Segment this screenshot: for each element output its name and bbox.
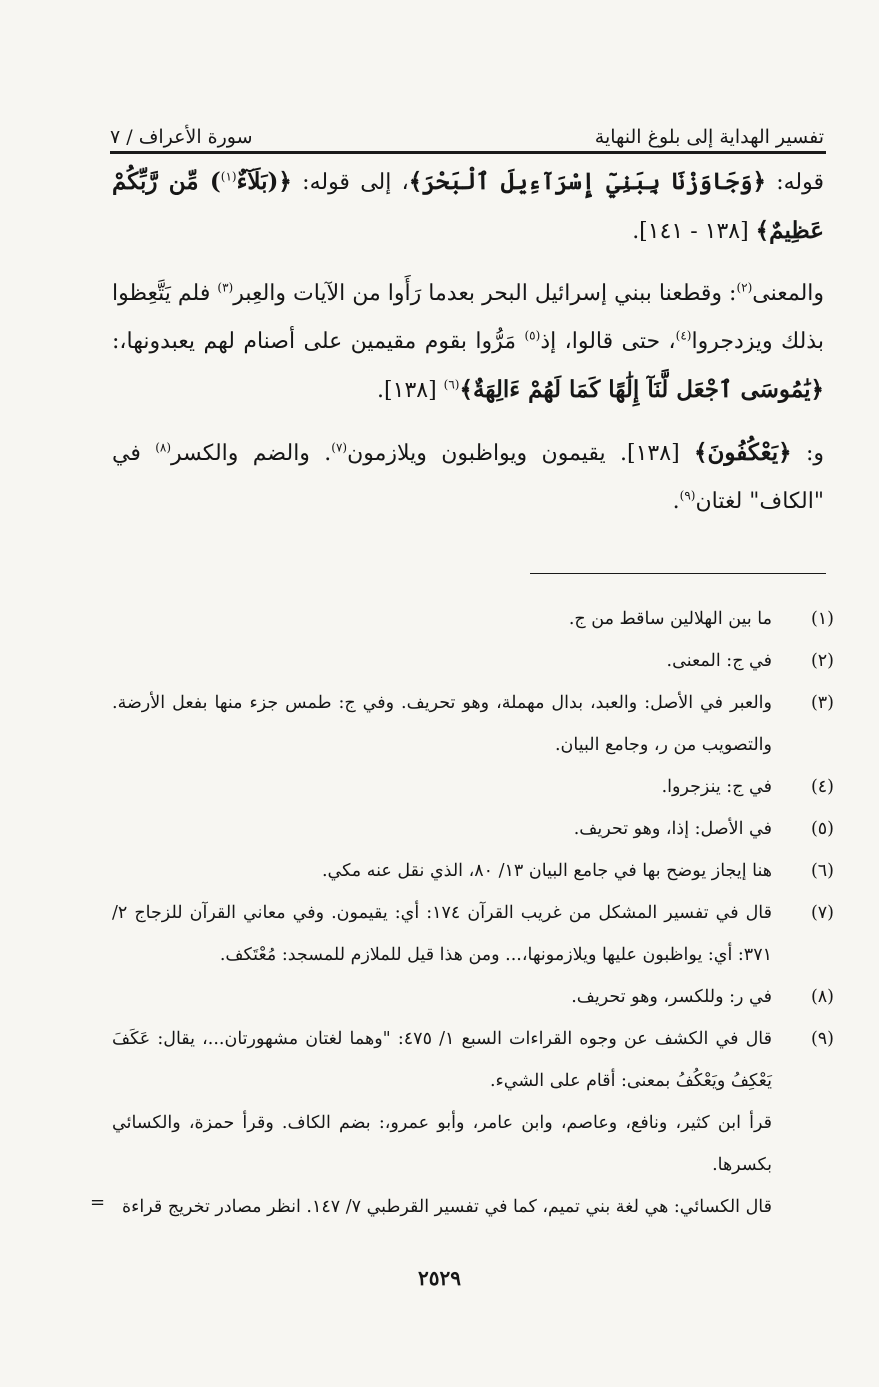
quran-verse: ﴿(بَلَآءٌ	[236, 168, 292, 195]
footnote-number: (٣)	[810, 693, 834, 713]
surah-label: سورة الأعراف / ٧	[110, 126, 253, 148]
main-text	[112, 158, 824, 540]
footnote-item	[112, 808, 834, 850]
text-run: ، حتى قالوا، إذ	[540, 329, 676, 354]
verse-reference: [١٣٨ - ١٤١].	[632, 219, 756, 244]
footnote-number: (٨)	[810, 987, 834, 1007]
text-run: ، إلى قوله:	[291, 170, 409, 195]
footnote-ref[interactable]: (١)	[220, 169, 237, 184]
footnote-item	[112, 1018, 834, 1102]
footnote-item	[112, 598, 834, 640]
footnotes	[112, 598, 834, 1228]
paragraph-1	[112, 158, 824, 256]
footnote-number: (٢)	[810, 651, 834, 671]
footnote-text: في ج: المعنى.	[666, 651, 772, 671]
quran-verse: ﴿يَعْكُفُونَ﴾	[694, 439, 792, 466]
footnote-item	[112, 976, 834, 1018]
footnote-number: (٦)	[810, 861, 834, 881]
footnote-text: قال في تفسير المشكل من غريب القرآن ١٧٤: أي: يقيمون. وفي معاني القرآن للزجاج ٢/ ٣٧١: أي: يواظبون عليها ويلازمونها،... ومن هذا قيل للملازم للمسجد: مُعْتَكف.	[112, 903, 772, 965]
footnote-continuation: قال الكسائي: هي لغة بني تميم، كما في تفسير القرطبي ٧/ ١٤٧. انظر مصادر تخريج قراءة	[121, 1197, 772, 1217]
paragraph-3	[112, 429, 824, 526]
footnote-ref[interactable]: (٩)	[679, 488, 696, 503]
paragraph-2	[112, 270, 824, 415]
footnote-continuation: قرأ ابن كثير، ونافع، وعاصم، وابن عامر، وأبو عمرو،: بضم الكاف. وقرأ حمزة، والكسائي بكسرها.	[112, 1113, 772, 1175]
footnote-number: (٧)	[810, 903, 834, 923]
footnote-ref[interactable]: (٢)	[736, 280, 753, 295]
text-run: في "الكاف" لغتان	[112, 441, 824, 514]
footnote-number: (٤)	[810, 777, 834, 797]
footnote-text: هنا إيجاز يوضح بها في جامع البيان ١٣/ ٨٠، الذي نقل عنه مكي.	[321, 861, 772, 881]
footnote-ref[interactable]: (٨)	[155, 440, 172, 455]
text-run: فلم يَتَّعِظوا بذلك ويزدجروا	[112, 281, 824, 354]
header-rule	[110, 151, 826, 154]
footnote-item	[112, 640, 834, 682]
verse-reference: [١٣٨].	[377, 378, 444, 403]
book-title: تفسير الهداية إلى بلوغ النهاية	[594, 126, 824, 148]
footnote-item	[112, 892, 834, 976]
text-run: والمعنى	[752, 281, 825, 306]
text-run: مَرُّوا بقوم مقيمين على أصنام لهم يعبدونها،:	[112, 329, 525, 354]
footnote-separator	[530, 573, 826, 574]
footnote-item	[112, 766, 834, 808]
footnote-ref[interactable]: (٤)	[675, 328, 692, 343]
footnote-number: (١)	[810, 609, 834, 629]
quran-verse: ﴿وَجَاوَزْنَا بِبَنِيٓ إِسْرَآءِيلَ ٱلْبَحْرَ﴾	[408, 168, 766, 195]
footnote-ref[interactable]: (٦)	[443, 377, 460, 392]
text-run: . والضم والكسر	[171, 441, 332, 466]
footnote-ref[interactable]: (٣)	[217, 280, 234, 295]
footnote-text: في ج: ينزجروا.	[661, 777, 772, 797]
footnote-number: (٥)	[810, 819, 834, 839]
text-run: و:	[791, 441, 824, 466]
page-number: ٢٥٢٩	[418, 1266, 461, 1290]
footnote-text: والعبر في الأصل: والعبد، بدال مهملة، وهو تحريف. وفي ج: طمس جزء منها بفعل الأرضة. والتصويب من ر، وجامع البيان.	[112, 693, 772, 755]
running-header	[110, 112, 824, 148]
text-run: [١٣٨]. يقيمون ويواظبون ويلازمون	[347, 441, 695, 466]
continuation-mark: =	[90, 1192, 106, 1213]
footnote-item	[112, 682, 834, 766]
footnote-number: (٩)	[810, 1029, 834, 1049]
footnote-text: ما بين الهلالين ساقط من ج.	[568, 609, 772, 629]
text-run: : وقطعنا ببني إسرائيل البحر بعدما رَأَوا من الآيات والعِبر	[233, 281, 737, 306]
text-run: .	[672, 489, 680, 514]
quran-verse: ) مِّن رَّبِّكُمْ عَظِيمٌ﴾	[112, 168, 824, 244]
text-run: قوله:	[765, 170, 824, 195]
footnote-text: في ر: وللكسر، وهو تحريف.	[571, 987, 772, 1007]
footnote-item	[112, 850, 834, 892]
footnote-text: قال في الكشف عن وجوه القراءات السبع ١/ ٤٧٥: "وهما لغتان مشهورتان...، يقال: عَكَفَ يَعْكِفُ ويَعْكُفُ بمعنى: أقام على الشيء.	[112, 1029, 772, 1091]
footnote-ref[interactable]: (٧)	[331, 440, 348, 455]
footnote-ref[interactable]: (٥)	[524, 328, 541, 343]
footnote-text: في الأصل: إذا، وهو تحريف.	[573, 819, 772, 839]
quran-verse: ﴿يَٰمُوسَى ٱجْعَل لَّنَآ إِلَٰهًا كَمَا لَهُمْ ءَالِهَةٌ﴾	[459, 376, 824, 403]
